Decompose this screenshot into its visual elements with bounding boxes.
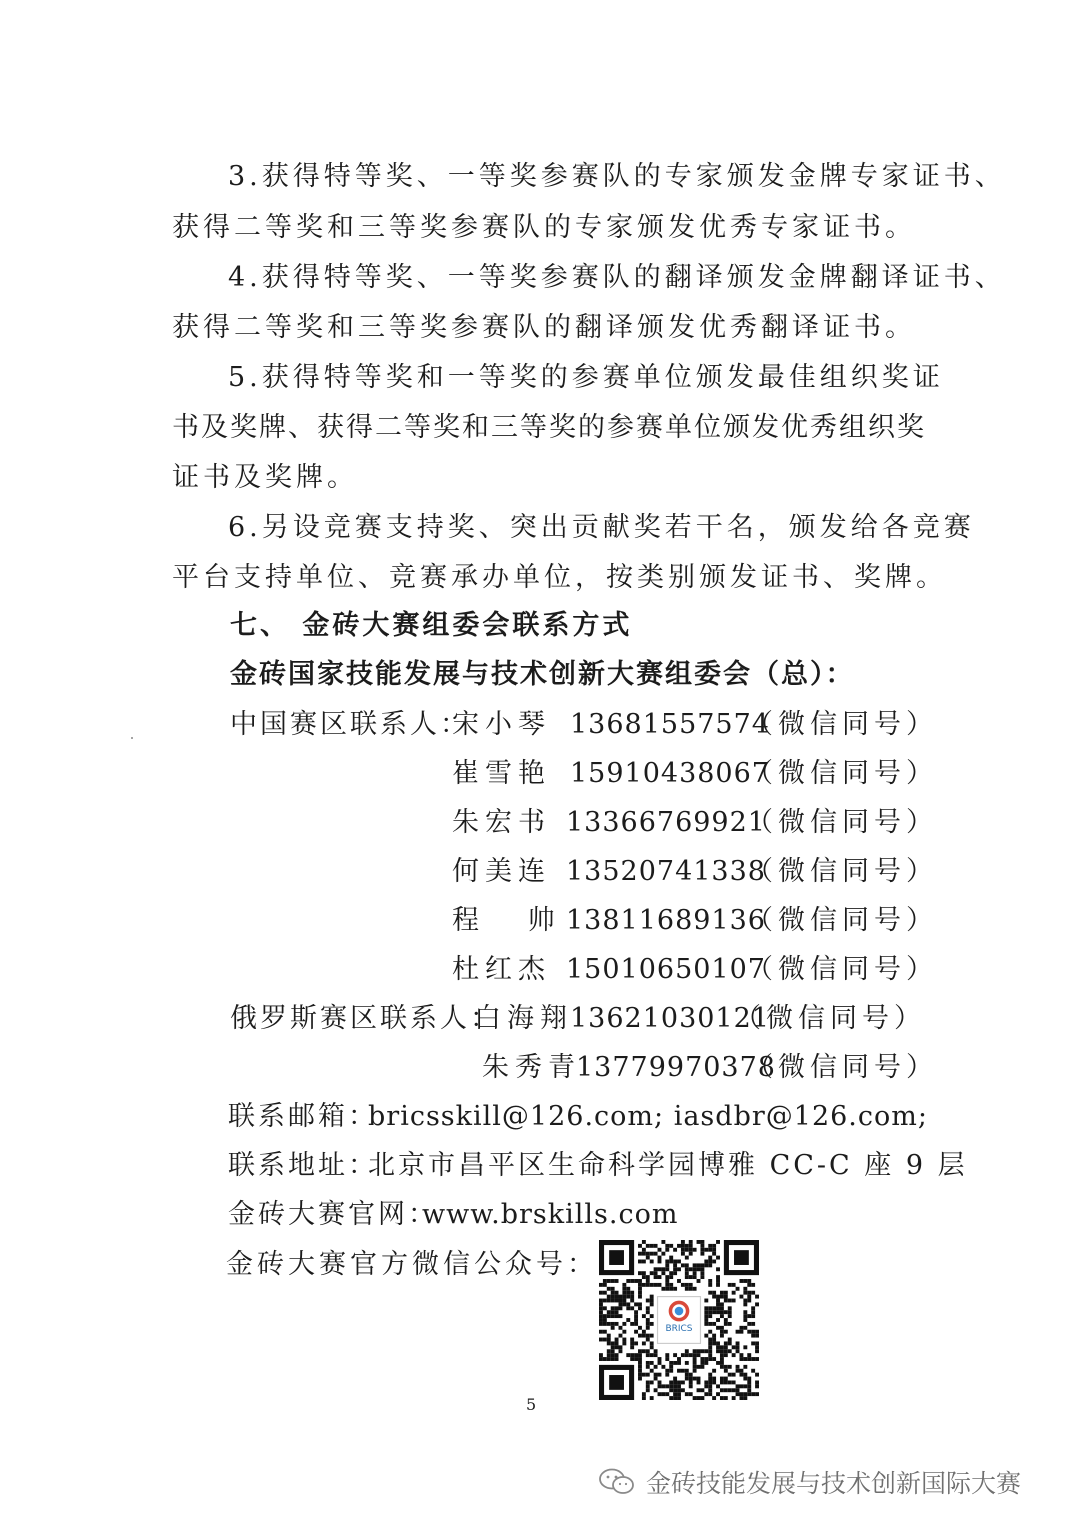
paragraph-line: 获得二等奖和三等奖参赛队的翻译颁发优秀翻译证书。 <box>172 312 916 343</box>
contact-phone: 13520741338 <box>566 856 766 887</box>
contact-name: 朱宏书 <box>452 807 551 838</box>
contact-note: （微信同号） <box>746 1052 938 1083</box>
paragraph-line: 6.另设竞赛支持奖、突出贡献奖若干名，颁发给各竞赛 <box>228 512 975 543</box>
website-label: 金砖大赛官网： <box>228 1199 438 1230</box>
website-value: www.brskills.com <box>422 1199 679 1230</box>
contact-note: （微信同号） <box>734 1003 926 1034</box>
organizer-heading: 金砖国家技能发展与技术创新大赛组委会（总）： <box>230 659 855 690</box>
paragraph-line: 3.获得特等奖、一等奖参赛队的专家颁发金牌专家证书、 <box>228 161 1006 192</box>
paragraph-line: 4.获得特等奖、一等奖参赛队的翻译颁发金牌翻译证书、 <box>228 262 1006 293</box>
wechat-qr-code <box>599 1240 759 1400</box>
contact-phone: 15010650107 <box>566 954 766 985</box>
qr-code-graphic <box>599 1240 759 1400</box>
contact-name: 何美连 <box>452 856 551 887</box>
email-value: bricsskill@126.com; iasdbr@126.com; <box>368 1101 928 1132</box>
source-watermark <box>598 1460 1021 1504</box>
email-label: 联系邮箱： <box>228 1101 378 1132</box>
contact-name: 宋小琴 <box>452 709 551 740</box>
contact-phone: 13621030121 <box>570 1003 770 1034</box>
scan-speck <box>131 737 133 739</box>
watermark-text: 金砖技能发展与技术创新国际大赛 <box>646 1469 1022 1498</box>
paragraph-line: 平台支持单位、竞赛承办单位，按类别颁发证书、奖牌。 <box>172 562 947 593</box>
russia-region-label: 俄罗斯赛区联系人： <box>230 1003 500 1034</box>
contact-name: 白海翔 <box>474 1003 573 1034</box>
china-region-label: 中国赛区联系人： <box>230 709 470 740</box>
contact-phone: 13681557574 <box>570 709 770 740</box>
address-value: 北京市昌平区生命科学园博雅 CC-C 座 9 层 <box>368 1150 968 1181</box>
address-label: 联系地址： <box>228 1150 378 1181</box>
contact-name: 朱秀青 <box>482 1052 581 1083</box>
contact-phone: 13366769921 <box>566 807 766 838</box>
contact-name: 程 帅 <box>452 905 575 936</box>
page-number: 5 <box>526 1395 537 1414</box>
paragraph-line: 证书及奖牌。 <box>172 462 358 493</box>
contact-note: （微信同号） <box>746 758 938 789</box>
contact-note: （微信同号） <box>746 856 938 887</box>
paragraph-line: 5.获得特等奖和一等奖的参赛单位颁发最佳组织奖证 <box>228 362 944 393</box>
contact-note: （微信同号） <box>746 807 938 838</box>
contact-note: （微信同号） <box>746 709 938 740</box>
paragraph-line: 获得二等奖和三等奖参赛队的专家颁发优秀专家证书。 <box>172 212 916 243</box>
wechat-label: 金砖大赛官方微信公众号： <box>226 1249 598 1280</box>
contact-phone: 13779970378 <box>576 1052 776 1083</box>
paragraph-line: 书及奖牌、获得二等奖和三等奖的参赛单位颁发优秀组织奖 <box>172 412 926 443</box>
contact-note: （微信同号） <box>746 905 938 936</box>
contact-name: 崔雪艳 <box>452 758 551 789</box>
contact-phone: 13811689136 <box>566 905 766 936</box>
svg-text:BRICS: BRICS <box>665 1323 693 1334</box>
contact-note: （微信同号） <box>746 954 938 985</box>
contact-name: 杜红杰 <box>452 954 551 985</box>
contact-phone: 15910438067 <box>570 758 770 789</box>
wechat-icon <box>598 1467 636 1497</box>
section-heading: 七、 金砖大赛组委会联系方式 <box>230 610 633 641</box>
